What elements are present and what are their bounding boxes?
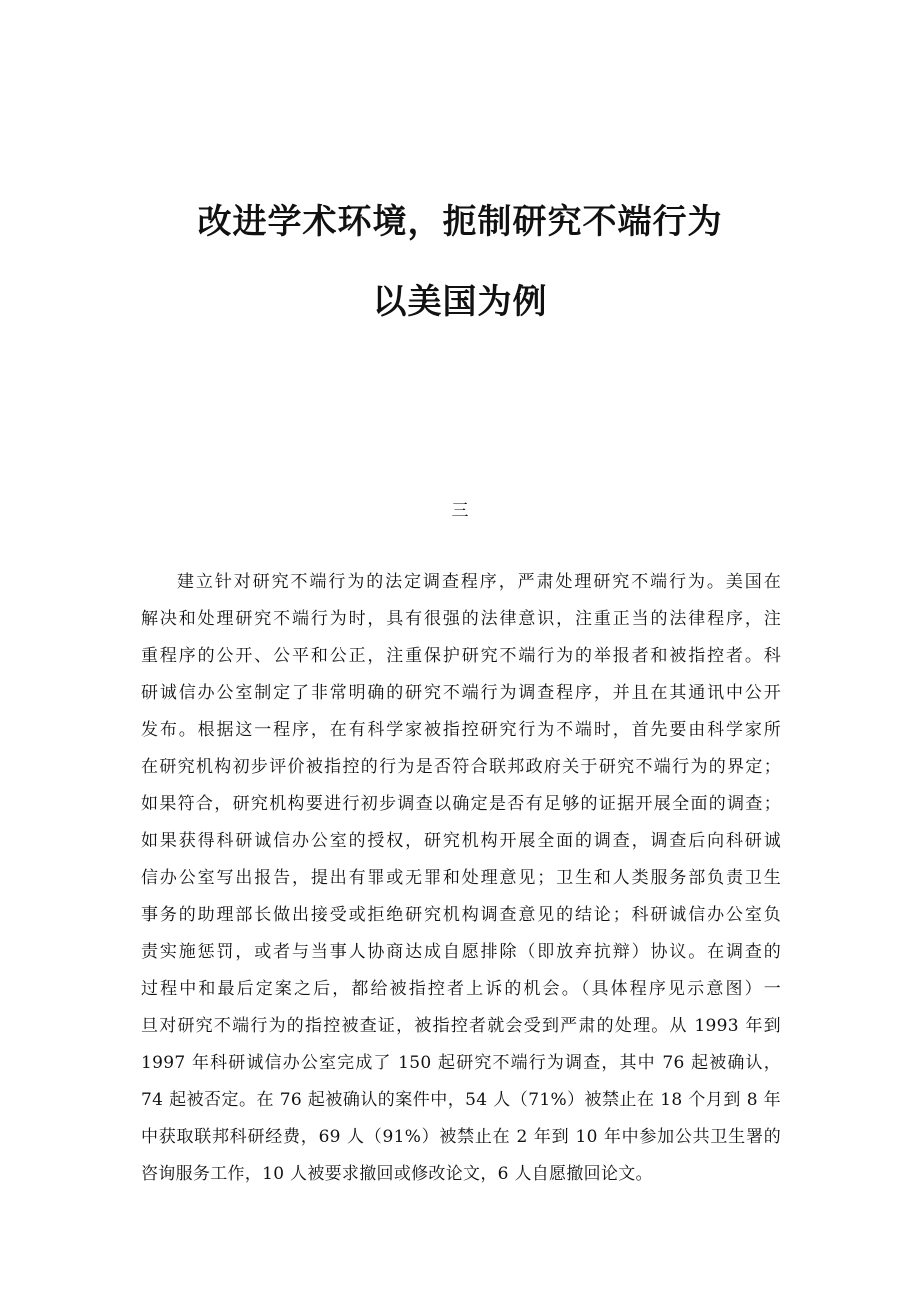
document-title: 改进学术环境，扼制研究不端行为 <box>197 202 723 242</box>
paragraph-line: 1997 年科研诚信办公室完成了 150 起研究不端行为调查，其中 76 起被确认， <box>141 1053 781 1073</box>
paragraph-line: 咨询服务工作，10 人被要求撤回或修改论文，6 人自愿撤回论文。 <box>141 1164 653 1184</box>
paragraph-line: 研诚信办公室制定了非常明确的研究不端行为调查程序，并且在其通讯中公开 <box>141 683 781 703</box>
paragraph-line: 如果符合，研究机构要进行初步调查以确定是否有足够的证据开展全面的调查； <box>141 794 781 814</box>
document-subtitle: 以美国为例 <box>372 282 548 322</box>
paragraph-line: 旦对研究不端行为的指控被查证，被指控者就会受到严肃的处理。从 1993 年到 <box>141 1016 781 1036</box>
paragraph-line: 在研究机构初步评价被指控的行为是否符合联邦政府关于研究不端行为的界定； <box>141 757 781 777</box>
paragraph-line: 中获取联邦科研经费，69 人（91%）被禁止在 2 年到 10 年中参加公共卫生署的 <box>141 1127 781 1147</box>
paragraph-line: 74 起被否定。在 76 起被确认的案件中，54 人（71%）被禁止在 18 个月到 8 年 <box>141 1090 781 1110</box>
paragraph-line: 解决和处理研究不端行为时，具有很强的法律意识，注重正当的法律程序，注 <box>141 609 781 629</box>
paragraph-line: 如果获得科研诚信办公室的授权，研究机构开展全面的调查，调查后向科研诚 <box>141 831 781 851</box>
paragraph-line: 事务的助理部长做出接受或拒绝研究机构调查意见的结论；科研诚信办公室负 <box>141 905 781 925</box>
section-number: 三 <box>451 501 469 521</box>
paragraph-line: 信办公室写出报告，提出有罪或无罪和处理意见；卫生和人类服务部负责卫生 <box>141 868 781 888</box>
paragraph-line: 建立针对研究不端行为的法定调查程序，严肃处理研究不端行为。美国在 <box>177 572 781 592</box>
paragraph-line: 责实施惩罚，或者与当事人协商达成自愿排除（即放弃抗辩）协议。在调查的 <box>141 942 781 962</box>
paragraph-line: 过程中和最后定案之后，都给被指控者上诉的机会。（具体程序见示意图）一 <box>141 979 781 999</box>
paragraph-line: 发布。根据这一程序，在有科学家被指控研究行为不端时，首先要由科学家所 <box>141 720 781 740</box>
body-paragraph <box>141 564 781 1193</box>
paragraph-line: 重程序的公开、公平和公正，注重保护研究不端行为的举报者和被指控者。科 <box>141 646 781 666</box>
